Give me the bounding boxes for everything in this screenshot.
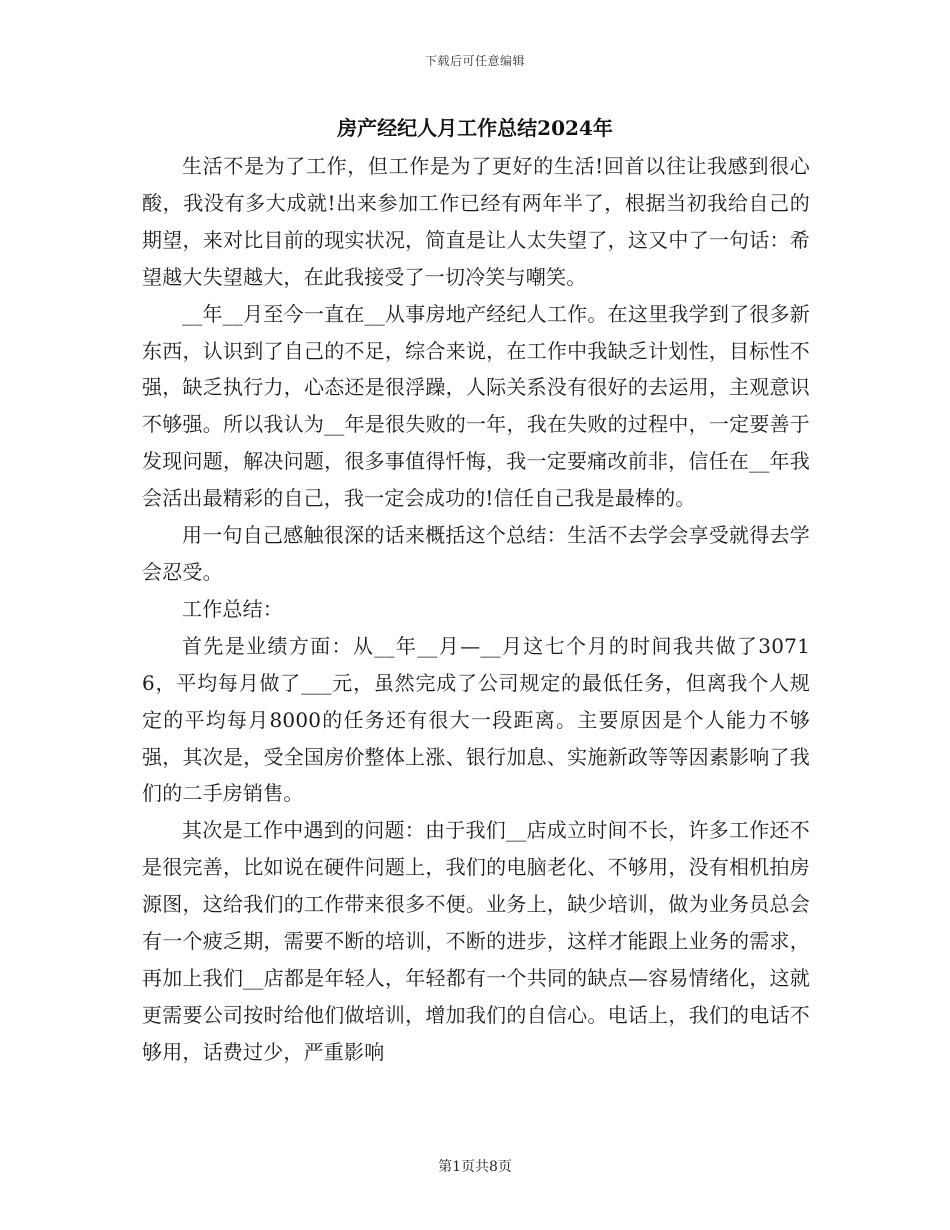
page-number: 第1页共8页 [438, 1159, 512, 1175]
paragraph-summary-heading: 工作总结： [182, 596, 283, 621]
header-note: 下载后可任意编辑 [424, 54, 525, 68]
document-title: 房产经纪人月工作总结2024年 [337, 116, 613, 140]
paragraph-motto: 用一句自己感触很深的话来概括这个总结：生活不去学会享受就得去学会忍受。 [142, 523, 810, 584]
document-body [142, 148, 810, 1071]
paragraph-experience: __年__月至今一直在__从事房地产经纪人工作。在这里我学到了很多新东西，认识到了自己的不足，综合来说，在工作中我缺乏计划性，目标性不强，缺乏执行力，心态还是很浮躁，人际关系没有很好的去运用，主观意识不够强。所以我认为__年是很失败的一年，我在失败的过程中，一定要善于发现问题，解决问题，很多事值得忏悔，我一定要痛改前非，信任在__年我会活出最精彩的自己，我一定会成功的!信任自己我是最棒的。 [142, 301, 810, 511]
paragraph-problems: 其次是工作中遇到的问题：由于我们__店成立时间不长，许多工作还不是很完善，比如说在硬件问题上，我们的电脑老化、不够用，没有相机拍房源图，这给我们的工作带来很多不便。业务上，缺少培训，做为业务员总会有一个疲乏期，需要不断的培训，不断的进步，这样才能跟上业务的需求，再加上我们__店都是年轻人，年轻都有一个共同的缺点—容易情绪化，这就更需要公司按时给他们做培训，增加我们的自信心。电话上，我们的电话不够用，话费过少，严重影响 [142, 818, 810, 1064]
paragraph-performance: 首先是业绩方面：从__年__月—__月这七个月的时间我共做了30716，平均每月做了___元，虽然完成了公司规定的最低任务，但离我个人规定的平均每月8000的任务还有很大一段距离。主要原因是个人能力不够强，其次是，受全国房价整体上涨、银行加息、实施新政等等因素影响了我们的二手房销售。 [142, 633, 810, 806]
paragraph-intro: 生活不是为了工作，但工作是为了更好的生活!回首以往让我感到很心酸，我没有多大成就!出来参加工作已经有两年半了，根据当初我给自己的期望，来对比目前的现实状况，简直是让人太失望了，这又中了一句话：希望越大失望越大，在此我接受了一切冷笑与嘲笑。 [142, 154, 810, 289]
